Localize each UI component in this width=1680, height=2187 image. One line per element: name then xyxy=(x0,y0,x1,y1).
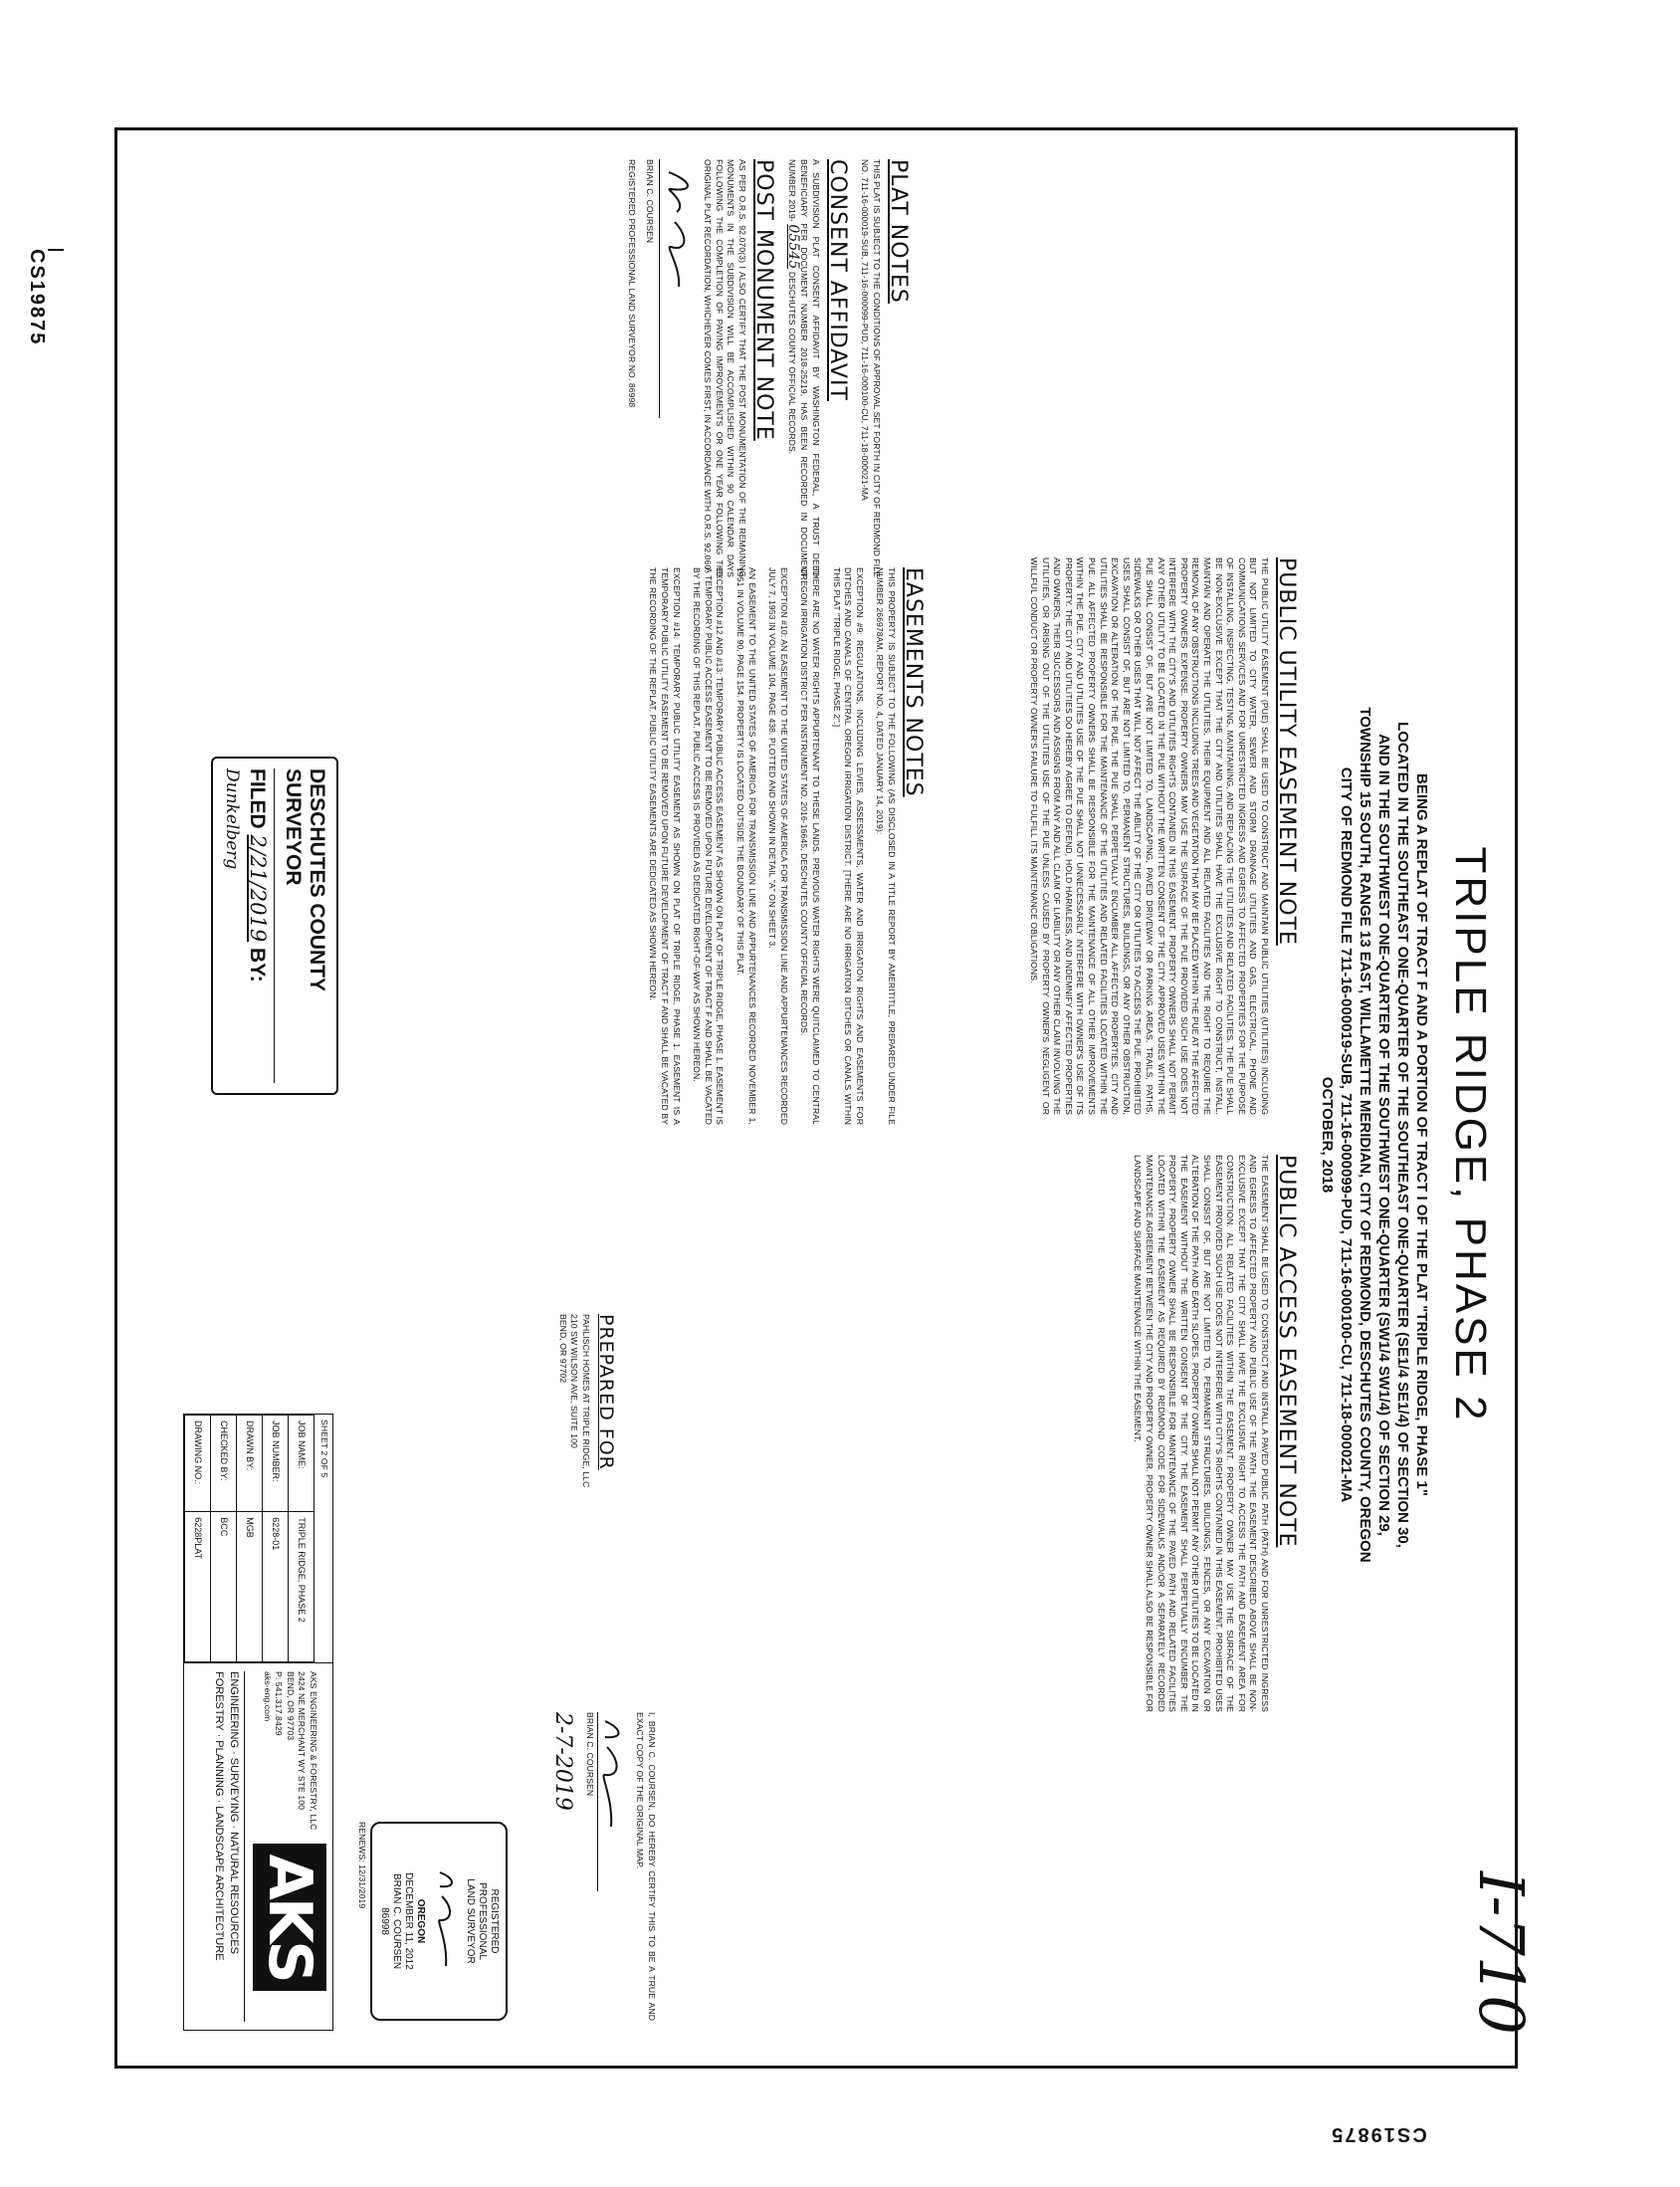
seal-signature xyxy=(434,1866,460,1976)
cert-signature xyxy=(597,1717,627,1837)
tb-label: JOB NAME: xyxy=(289,1416,315,1512)
cert-signature-line xyxy=(597,1712,625,1891)
seal-box xyxy=(370,1822,508,2021)
prepared-for-line: PAHLISCH HOMES AT TRIPLE RIDGE, LLC xyxy=(581,1314,591,1488)
surveyor-name: BRIAN C. COURSEN xyxy=(644,159,655,244)
prepared-for-line: 210 SW WILSON AVE, SUITE 100 xyxy=(569,1314,580,1448)
public-utility-easement-section xyxy=(1019,557,1299,1115)
surveyor-title: REGISTERED PROFESSIONAL LAND SURVEYOR NO. 86998 xyxy=(627,159,638,408)
easement-paragraph: THIS PROPERTY IS SUBJECT TO THE FOLLOWING (AS DISCLOSED IN A TITLE REPORT BY AMERITITLE, PREPARED UNDER FILE NUMBER 266978AM, REPORT NO. 4, DATED JANUARY 14, 2019): xyxy=(875,567,897,1125)
seal-state: OREGON xyxy=(415,1898,426,1944)
easement-paragraph: EXCEPTION #9: REGULATIONS, INCLUDING LEVIES, ASSESSMENTS, WATER AND IRRIGATION RIGHTS AND EASEMENTS FOR DITCHES AND CANALS OF CENTRAL OREGON IRRIGATION DISTRICT. [THERE ARE NO IRRIGATION DITCHES OR CANALS WITHIN THIS PLAT "TRIPLE RIDGE, PHASE 2".] xyxy=(831,567,865,1125)
firm-line: AKS ENGINEERING & FORESTRY, LLC xyxy=(308,1671,318,1831)
pue-text: THE PUBLIC UTILITY EASEMENT (PUE) SHALL BE USED TO CONSTRUCT AND MAINTAIN PUBLIC UTILITIES (UTILITIES) INCLUDING BUT NOT LIMITED TO CITY WATER, SEWER AND STORM DRAINAGE UTILITIES AND GAS, ELECTRICAL, PHONE AND COMMUNICATIONS SERVICES AND FOR UNRESTRICTED INGRESS AND EGRESS TO AFFECTED PROPERTIES FOR THE PURPOSE OF INSTALLING, INSPECTING, TESTING, MAINTAINING, AND REPLACING THE UTILITIES AND RELATED FACILITIES. THE PUE SHALL BE NON-EXCLUSIVE EXCEPT THAT THE CITY AND UTILITIES SHALL HAVE THE EXCLUSIVE RIGHT TO CONSTRUCT, INSTALL, MAINTAIN AND OPERATE THE UTILITIES, THEIR EQUIPMENT AND ALL RELATED FACILITIES AND THE RIGHT TO REQUIRE THE REMOVAL OF ANY OBSTRUCTIONS INCLUDING TREES AND VEGETATION THAT MAY BE PLACED WITHIN THE PUE AT THE AFFECTED PROPERTY OWNERS EXPENSE. PROPERTY OWNERS MAY USE THE SURFACE OF THE PUE PROVIDED SUCH USE DOES NOT INTERFERE WITH THE CITY'S AND UTILITIES RIGHTS CONTAINED IN THIS EASEMENT. PROPERTY OWNERS SHALL NOT PERMIT ANY OTHER UTILITY TO BE LOCATED IN THE PUE WITHOUT THE WRITTEN CONSENT OF THE CITY. APPROVED USES WITHIN THE PUE SHALL CONSIST OF, BUT ARE NOT LIMITED TO, LANDSCAPING, PAVED DRIVEWAY OR PARKING AREAS, TRAILS, PATHS, SIDEWALKS OR OTHER USES THAT WILL NOT AFFECT THE ABILITY OF THE CITY OR UTILITIES TO ACCESS THE PUE. PROHIBITED USES SHALL CONSIST OF, BUT ARE NOT LIMITED TO, PERMANENT STRUCTURES, BUILDINGS, OR ANY OTHER OBSTRUCTION, EXCAVATION OR ALTERATION OF THE PUE. THE PUE SHALL PERPETUALLY ENCUMBER ALL AFFECTED PROPERTIES. CITY AND UTILITIES SHALL BE RESPONSIBLE FOR THE MAINTENANCE OF THE UTILITIES AND RELATED FACILITIES LOCATED WITHIN THE PUE. ALL AFFECTED PROPERTY OWNERS SHALL BE RESPONSIBLE FOR THE MAINTENANCE OF ALL OTHER IMPROVEMENTS WITHIN THE PUE. CITY AND UTILITIES USE OF THE PUE SHALL NOT UNNECESSARILY INTERFERE WITH OWNER'S USE OF ITS PROPERTY. THE CITY AND UTILITIES DO HEREBY AGREE TO DEFEND, HOLD HARMLESS, AND INDEMNIFY AFFECTED PROPERTIES AND OWNERS, THEIR SUCCESSORS AND ASSIGNS FROM ANY AND ALL CLAIM OF LIABILITY OR ANY OTHER CLAIM INVOLVING THE UTILITIES, OR ARISING OUT OF THE UTILITIES USE OF THE PUE UNLESS CAUSED BY PROPERTY OWNER'S NEGLIGENT OR WILLFUL CONDUCT OR PROPERTY OWNER'S FAILURE TO FULFILL ITS MAINTENANCE OBLIGATIONS. xyxy=(1029,557,1270,1115)
filing-stamp xyxy=(211,757,338,1095)
easement-paragraph: EXCEPTION #14: TEMPORARY PUBLIC UTILITY EASEMENT AS SHOWN ON PLAT OF TRIPLE RIDGE, PHASE 1. EASEMENT IS A TEMPORARY PUBLIC UTILITY EASEMENT TO BE REMOVED UPON FUTURE DEVELOPMENT OF TRACT F AND SHALL BE VACATED BY THE RECORDING OF THE REPLAT. PUBLIC UTILITY EASEMENTS ARE DEDICATED AS SHOWN HEREON. xyxy=(648,567,682,1125)
firm-line: aks-eng.com xyxy=(262,1671,273,1722)
consent-text: A SUBDIVISION PLAT CONSENT AFFIDAVIT BY WASHINGTON FEDERAL, A TRUST DEED BENEFICIARY PER DOCUMENT NUMBER 2018-25219, HAS BEEN RECORDED IN DOCUMENT NUMBER 2019- xyxy=(786,159,821,577)
tb-row xyxy=(185,1416,211,1662)
tb-value: 6228-01 xyxy=(263,1512,289,1662)
cert-name: BRIAN C. COURSEN xyxy=(584,1712,595,1797)
by-name: Dunkelberg xyxy=(222,768,242,870)
surveyor-seal xyxy=(346,1822,508,2021)
tb-value: BCC xyxy=(211,1512,237,1662)
tb-value: TRIPLE RIDGE, PHASE 2 xyxy=(289,1512,315,1662)
prepared-for-line: BEND, OR 97702 xyxy=(557,1314,568,1384)
easement-paragraph: THERE ARE NO WATER RIGHTS APPURTENANT TO THESE LANDS. PREVIOUS WATER RIGHTS WERE QUITCLAIMED TO CENTRAL OREGON IRRIGATION DISTRICT PER INSTRUMENT NO. 2016-16645, DESCHUTES COUNTY OFFICIAL RECORDS. xyxy=(799,567,822,1125)
by-label: BY: xyxy=(246,948,269,983)
easement-paragraph: EXCEPTION #10: AN EASEMENT TO THE UNITED STATES OF AMERICA FOR TRANSMISSION LINE AND APPURTENANCES RECORDED JULY 7, 1953 IN VOLUME 104, PAGE 438. PLOTTED AND SHOWN IN DETAIL "A" ON SHEET 3. xyxy=(767,567,789,1125)
title-block-left xyxy=(184,1415,332,1663)
tb-value: MGB xyxy=(237,1512,263,1662)
consent-affidavit-heading: CONSENT AFFIDAVIT xyxy=(824,159,850,401)
plat-notes-section xyxy=(625,159,911,577)
seal-state: BRIAN C. COURSEN xyxy=(391,1872,402,1970)
stamp-filed-row xyxy=(221,768,275,1083)
tb-row xyxy=(211,1416,237,1662)
handwritten-doc-number: 05545 xyxy=(784,224,801,270)
left-tick xyxy=(48,249,64,251)
pae-heading: PUBLIC ACCESS EASEMENT NOTE xyxy=(1274,1155,1299,1548)
bottom-code-text: CS19875 xyxy=(1330,2123,1427,2145)
plat-sheet xyxy=(114,129,1513,2066)
seal-line: PROFESSIONAL xyxy=(477,1882,488,1960)
certification-section xyxy=(550,1712,657,2021)
prepared-for-heading: PREPARED FOR xyxy=(595,1314,617,1470)
seal-state: 86998 xyxy=(379,1907,390,1935)
seal-state: DECEMBER 11, 2012 xyxy=(403,1872,414,1970)
firm-line: BEND, OR 97703 xyxy=(285,1671,296,1741)
firm-line: P: 541.317.8429 xyxy=(274,1671,285,1736)
subtitle-line: BEING A REPLAT OF TRACT F AND A PORTION OF TRACT I OF THE PLAT "TRIPLE RIDGE, PHASE 1" xyxy=(1413,773,1430,1496)
filed-date: 2/21/2019 xyxy=(246,834,270,943)
plat-title: TRIPLE RIDGE, PHASE 2 xyxy=(1446,846,1495,1423)
subtitle-line: OCTOBER, 2018 xyxy=(1319,1076,1336,1194)
tb-row xyxy=(289,1416,315,1662)
tb-row xyxy=(263,1416,289,1662)
surveyor-signature xyxy=(659,167,699,307)
pue-heading: PUBLIC UTILITY EASEMENT NOTE xyxy=(1274,557,1299,946)
services-line-2: FORESTRY · PLANNING · LANDSCAPE ARCHITECTURE xyxy=(213,1671,225,1961)
surveyor-signature-line xyxy=(659,159,693,418)
firm-header xyxy=(253,1671,326,2022)
subtitle-line: CITY OF REDMOND FILE 711-16-000019-SUB, 711-16-000099-PUD, 711-16-000100-CU, 711-18-000021-MA xyxy=(1338,766,1355,1503)
title-block-table xyxy=(184,1415,315,1662)
plat-subtitle xyxy=(1318,607,1431,1662)
tb-label: CHECKED BY: xyxy=(211,1416,237,1512)
stamp-agency: DESCHUTES COUNTY SURVEYOR xyxy=(282,768,328,991)
subtitle-line: LOCATED IN THE SOUTHEAST ONE-QUARTER OF THE SOUTHEAST ONE-QUARTER (SE1/4 SE1/4) OF SECTION 30, xyxy=(1394,722,1411,1548)
tb-label: DRAWN BY: xyxy=(237,1416,263,1512)
filed-label: FILED xyxy=(246,768,269,829)
subtitle-line: AND IN THE SOUTHWEST ONE-QUARTER OF THE SOUTHWEST ONE-QUARTER (SW1/4 SW1/4) OF SECTION 29, xyxy=(1375,734,1392,1536)
tb-row xyxy=(237,1416,263,1662)
handwritten-id-text: I-710 xyxy=(1465,1871,1538,2035)
sheet-number: SHEET 2 OF 5 xyxy=(319,1420,329,1478)
pae-text: THE EASEMENT SHALL BE USED TO CONSTRUCT AND INSTALL A PAVED PUBLIC PATH (PATH) AND FOR UNRESTRICTED INGRESS AND EGRESS TO AFFECTED PROPERTY AND PUBLIC USE OF THE PATH. THE EASEMENT DESCRIBED ABOVE SHALL BE NON-EXCLUSIVE EXCEPT THAT THE CITY SHALL HAVE THE EXCLUSIVE RIGHT TO ACCESS THE PATH AND EASEMENT AREA FOR CONSTRUCTION. ALL RELATED FACILITIES WITHIN THE EASEMENT. PROPERTY OWNER MAY USE THE SURFACE OF THE EASEMENT PROVIDED SUCH USE DOES NOT INTERFERE WITH CITY'S RIGHTS CONTAINED IN THIS EASEMENT. PROHIBITED USES SHALL CONSIST OF, BUT ARE NOT LIMITED TO, PERMANENT STRUCTURES, BUILDINGS, FENCES, OR ANY EXCAVATION OR ALTERATION OF THE PATH AND EARTH SLOPES. PROPERTY OWNER SHALL NOT PERMIT ANY OTHER UTILITIES TO BE LOCATED IN THE EASEMENT WITHOUT THE WRITTEN CONSENT OF THE CITY. THE EASEMENT SHALL PERPETUALLY ENCUMBER THE PROPERTY. PROPERTY OWNER SHALL BE RESPONSIBLE FOR MAINTENANCE OF THE PAVED PATH AND RELATED FACILITIES LOCATED WITHIN THE EASEMENT AS REQUIRED BY REDMOND CODE FOR SIDEWALKS AND/OR A SEPARATELY RECORDED MAINTENANCE AGREEMENT BETWEEN THE CITY AND PROPERTY OWNER. PROPERTY OWNER SHALL ALSO BE RESPONSIBLE FOR LANDSCAPE AND SURFACE MAINTENANCE WITHIN THE EASEMENT. xyxy=(1133,1155,1270,1712)
title-block xyxy=(183,1414,333,2031)
tb-label: DRAWING NO.: xyxy=(185,1416,211,1512)
left-margin-code xyxy=(18,249,48,448)
easements-notes-section xyxy=(638,567,926,1125)
easement-paragraph: EXCEPTION #12 AND #13: TEMPORARY PUBLIC ACCESS EASEMENT AS SHOWN ON PLAT OF TRIPLE RIDGE, PHASE 1. EASEMENT IS A TEMPORARY PUBLIC ACCESS EASEMENT TO BE REMOVED UPON FUTURE DEVELOPMENT OF TRACT F AND SHALL BE VACATED BY THE RECORDING OF THIS REPLAT. PUBLIC ACCESS IS PROVIDED AS DEDICATED RIGHT-OF-WAY AS SHOWN HEREON. xyxy=(692,567,726,1125)
tb-value: 6228PLAT xyxy=(185,1512,211,1662)
left-code-text: CS19875 xyxy=(26,249,48,346)
seal-renews: RENEWS: 12/31/2019 xyxy=(357,1822,367,1909)
seal-line: LAND SURVEYOR xyxy=(465,1878,476,1964)
services-line-1: ENGINEERING · SURVEYING · NATURAL RESOURCES xyxy=(228,1671,245,2022)
easements-heading: EASEMENTS NOTES xyxy=(901,567,926,797)
seal-line: REGISTERED xyxy=(489,1888,500,1954)
certification-text: I, BRIAN C. COURSEN, DO HEREBY CERTIFY THIS TO BE A TRUE AND EXACT COPY OF THE ORIGINAL MAP. xyxy=(635,1712,657,2021)
consent-affidavit-text xyxy=(785,159,821,577)
aks-logo: AKS xyxy=(253,1844,326,1990)
tb-label: JOB NUMBER: xyxy=(263,1416,289,1512)
plat-notes-text: THIS PLAT IS SUBJECT TO THE CONDITIONS OF APPROVAL SET FORTH IN CITY OF REDMOND FILE NO. 711-16-000019-SUB, 711-16-000099-PUD, 711-16-000100-CU, 711-18-000021-MA xyxy=(860,159,882,577)
prepared-for-section xyxy=(556,1314,617,1613)
bottom-margin-code xyxy=(1294,2115,1463,2145)
easement-paragraph: AN EASEMENT TO THE UNITED STATES OF AMERICA FOR TRANSMISSION LINE AND APPURTENANCES RECORDED NOVEMBER 1, 1951 IN VOLUME 90, PAGE 154. PROPERTY IS LOCATED OUTSIDE THE BOUNDARY OF THIS PLAT. xyxy=(735,567,757,1125)
subtitle-line: TOWNSHIP 15 SOUTH, RANGE 13 EAST, WILLAMETTE MERIDIAN, CITY OF REDMOND, DESCHUTES COUNTY, OREGON xyxy=(1357,707,1373,1563)
post-monument-text: AS PER O.R.S. 92.070(3) I ALSO CERTIFY THAT THE POST MONUMENTATION OF THE REMAINING MONUMENTS IN THE SUBDIVISION WILL BE ACCOMPLISHED WITHIN 90 CALENDAR DAYS FOLLOWING THE COMPLETION OF PAVING IMPROVEMENTS OR ONE YEAR FOLLOWING THE ORIGINAL PLAT RECORDATION, WHICHEVER COMES FIRST, IN ACCORDANCE WITH O.R.S. 92.060. xyxy=(703,159,748,577)
cert-date: 2-7-2019 xyxy=(550,1712,576,1811)
consent-text-end: DESCHUTES COUNTY OFFICIAL RECORDS. xyxy=(786,271,797,455)
public-access-easement-section xyxy=(1123,1155,1299,1712)
firm-info xyxy=(261,1671,318,1830)
plat-notes-heading: PLAT NOTES xyxy=(886,159,911,304)
title-block-right xyxy=(184,1663,332,2030)
firm-line: 2424 NE MERCHANT WY STE 100 xyxy=(297,1671,308,1810)
post-monument-heading: POST MONUMENT NOTE xyxy=(751,159,777,441)
